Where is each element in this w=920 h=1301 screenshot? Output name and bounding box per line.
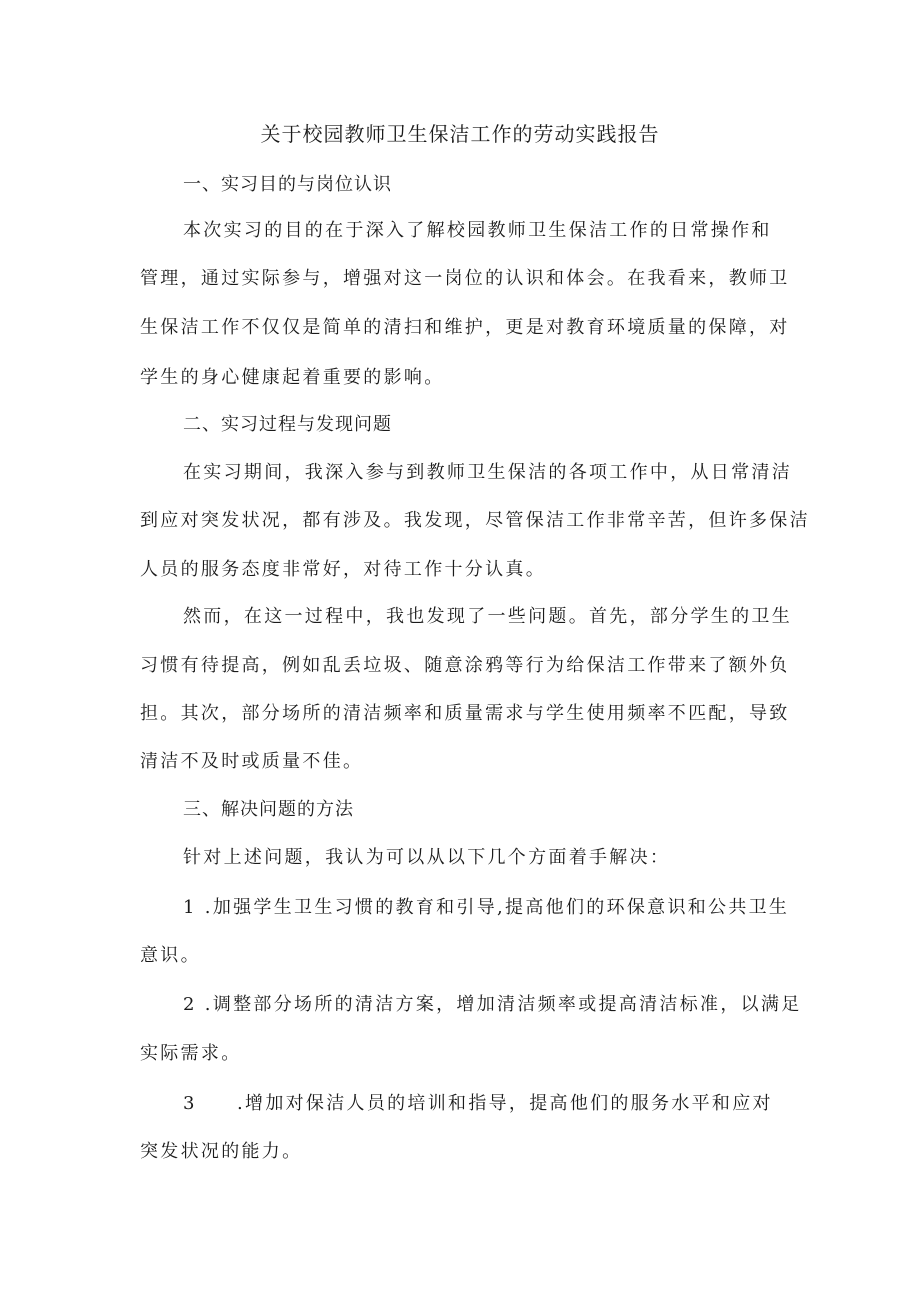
section3-heading: 三、解决问题的方法 xyxy=(183,799,354,820)
section2-para2-line-3: 担。其次，部分场所的清洁频率和质量需求与学生使用频率不匹配，导致 xyxy=(140,703,790,724)
section1-heading: 一、实习目的与岗位认识 xyxy=(183,174,392,195)
section2-para1-line-1: 在实习期间，我深入参与到教师卫生保洁的各项工作中，从日常清洁 xyxy=(183,462,792,483)
section2-para1-line-2: 到应对突发状况，都有涉及。我发现，尽管保洁工作非常辛苦，但许多保洁 xyxy=(140,510,810,531)
section3-intro: 针对上述问题，我认为可以从以下几个方面着手解决： xyxy=(183,847,671,868)
section1-line-1: 本次实习的目的在于深入了解校园教师卫生保洁工作的日常操作和 xyxy=(183,220,772,241)
list-item-2-text: .调整部分场所的清洁方案，增加清洁频率或提高清洁标准，以满足 xyxy=(204,994,802,1015)
section2-para2-line-1: 然而，在这一过程中，我也发现了一些问题。首先，部分学生的卫生 xyxy=(183,606,792,627)
list-item-2-line-2: 实际需求。 xyxy=(140,1043,242,1064)
section2-para1-line-3: 人员的服务态度非常好，对待工作十分认真。 xyxy=(140,559,546,580)
section2-para2-line-4: 清洁不及时或质量不佳。 xyxy=(140,751,364,772)
list-item-2-line-1 xyxy=(183,990,802,1020)
list-item-2-number: 2 xyxy=(183,994,197,1015)
list-item-1-number: 1 xyxy=(183,897,197,918)
list-item-3-line-2: 突发状况的能力。 xyxy=(140,1141,303,1162)
section2-heading: 二、实习过程与发现问题 xyxy=(183,414,392,435)
section1-line-2: 管理，通过实际参与，增强对这一岗位的认识和体会。在我看来，教师卫 xyxy=(140,268,790,289)
section1-line-3: 生保洁工作不仅仅是简单的清扫和维护，更是对教育环境质量的保障，对 xyxy=(140,317,790,338)
list-item-1-line-2: 意识。 xyxy=(140,945,201,966)
list-item-1-line-1 xyxy=(183,893,789,923)
list-item-3-line-1 xyxy=(183,1089,773,1119)
section2-para2-line-2: 习惯有待提高，例如乱丢垃圾、随意涂鸦等行为给保洁工作带来了额外负 xyxy=(140,655,790,676)
list-item-3-text: .增加对保洁人员的培训和指导，提高他们的服务水平和应对 xyxy=(237,1093,773,1114)
list-item-3-number: 3 xyxy=(183,1093,197,1114)
section1-line-4: 学生的身心健康起着重要的影响。 xyxy=(140,367,445,388)
list-item-1-text: .加强学生卫生习惯的教育和引导,提高他们的环保意识和公共卫生 xyxy=(204,897,790,918)
document-title: 关于校园教师卫生保洁工作的劳动实践报告 xyxy=(260,122,660,146)
